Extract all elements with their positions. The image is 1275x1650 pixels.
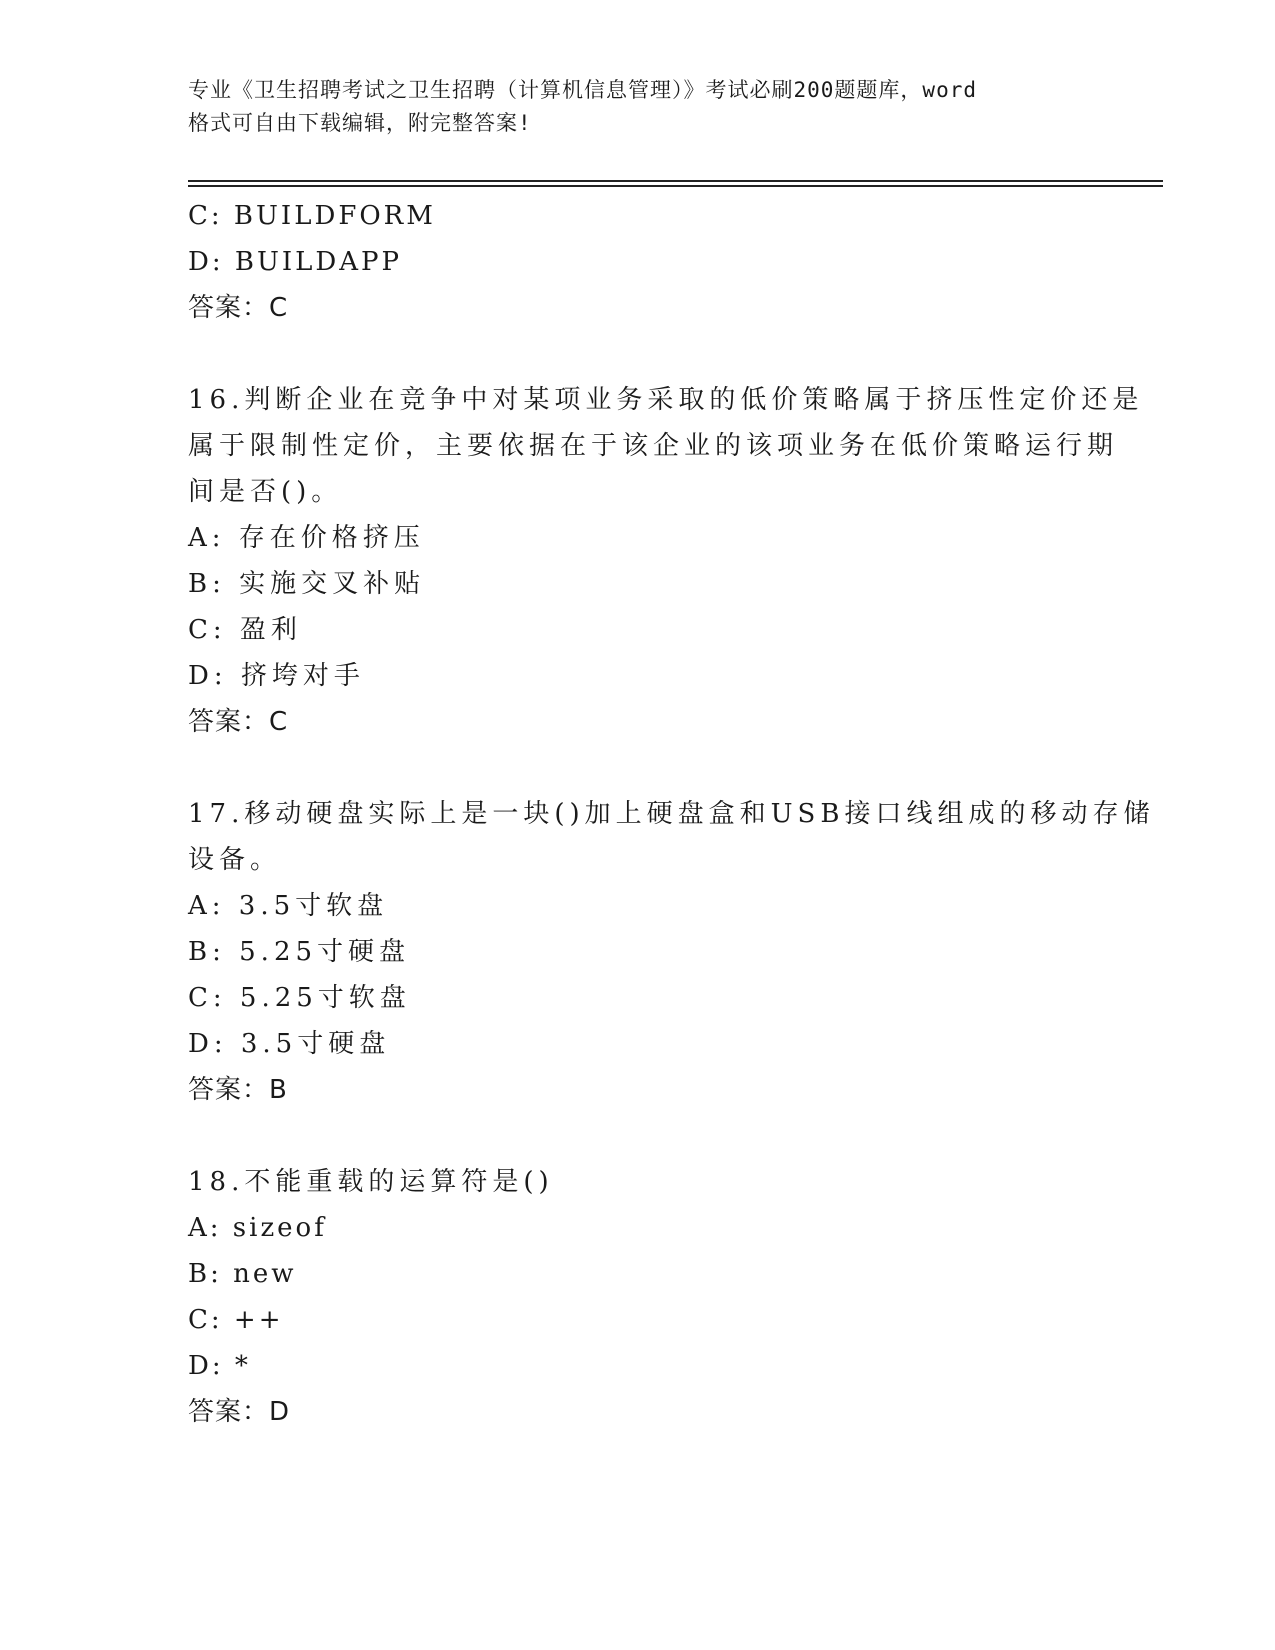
header-divider-bottom — [188, 185, 1163, 187]
header-line-2: 格式可自由下载编辑，附完整答案! — [188, 111, 532, 135]
question-spacer — [188, 331, 1088, 377]
option-c: C: ++ — [188, 1305, 284, 1335]
question-list — [188, 193, 1155, 1435]
option-d: D: 3.5寸硬盘 — [188, 1029, 391, 1059]
document-header — [188, 74, 1088, 140]
answer-line: 答案：C — [188, 293, 289, 323]
question-spacer — [188, 745, 1088, 791]
option-a: A: sizeof — [188, 1213, 327, 1243]
option-b: B: 实施交叉补贴 — [188, 569, 426, 599]
option-c: C: BUILDFORM — [188, 201, 436, 231]
question-text-line-1: 16.判断企业在竞争中对某项业务采取的低价策略属于挤压性定价还是 — [188, 385, 1144, 415]
question-text-line-1: 17.移动硬盘实际上是一块()加上硬盘盒和USB接口线组成的移动存储 — [188, 799, 1155, 829]
option-d: D: * — [188, 1351, 251, 1381]
question-text-line-2: 设备。 — [188, 845, 282, 875]
question-spacer — [188, 1113, 1088, 1159]
header-divider-top — [188, 180, 1163, 182]
header-line-1: 专业《卫生招聘考试之卫生招聘（计算机信息管理）》考试必刷200题题库，word — [188, 78, 977, 102]
question-18 — [188, 1159, 1088, 1435]
option-d: D: BUILDAPP — [188, 247, 403, 277]
answer-line: 答案：B — [188, 1075, 288, 1105]
question-text-line-1: 18.不能重载的运算符是() — [188, 1167, 554, 1197]
question-15 — [188, 193, 1088, 331]
question-text-line-3: 间是否()。 — [188, 477, 343, 507]
option-a: A: 3.5寸软盘 — [188, 891, 389, 921]
question-17 — [188, 791, 1155, 1113]
option-a: A: 存在价格挤压 — [188, 523, 425, 553]
option-c: C: 5.25寸软盘 — [188, 983, 411, 1013]
option-d: D: 挤垮对手 — [188, 661, 365, 691]
answer-line: 答案：C — [188, 707, 289, 737]
answer-line: 答案：D — [188, 1397, 291, 1427]
option-b: B: 5.25寸硬盘 — [188, 937, 411, 967]
question-text-line-2: 属于限制性定价，主要依据在于该企业的该项业务在低价策略运行期 — [188, 431, 1119, 461]
question-16 — [188, 377, 1144, 745]
option-c: C: 盈利 — [188, 615, 302, 645]
option-b: B: new — [188, 1259, 297, 1289]
